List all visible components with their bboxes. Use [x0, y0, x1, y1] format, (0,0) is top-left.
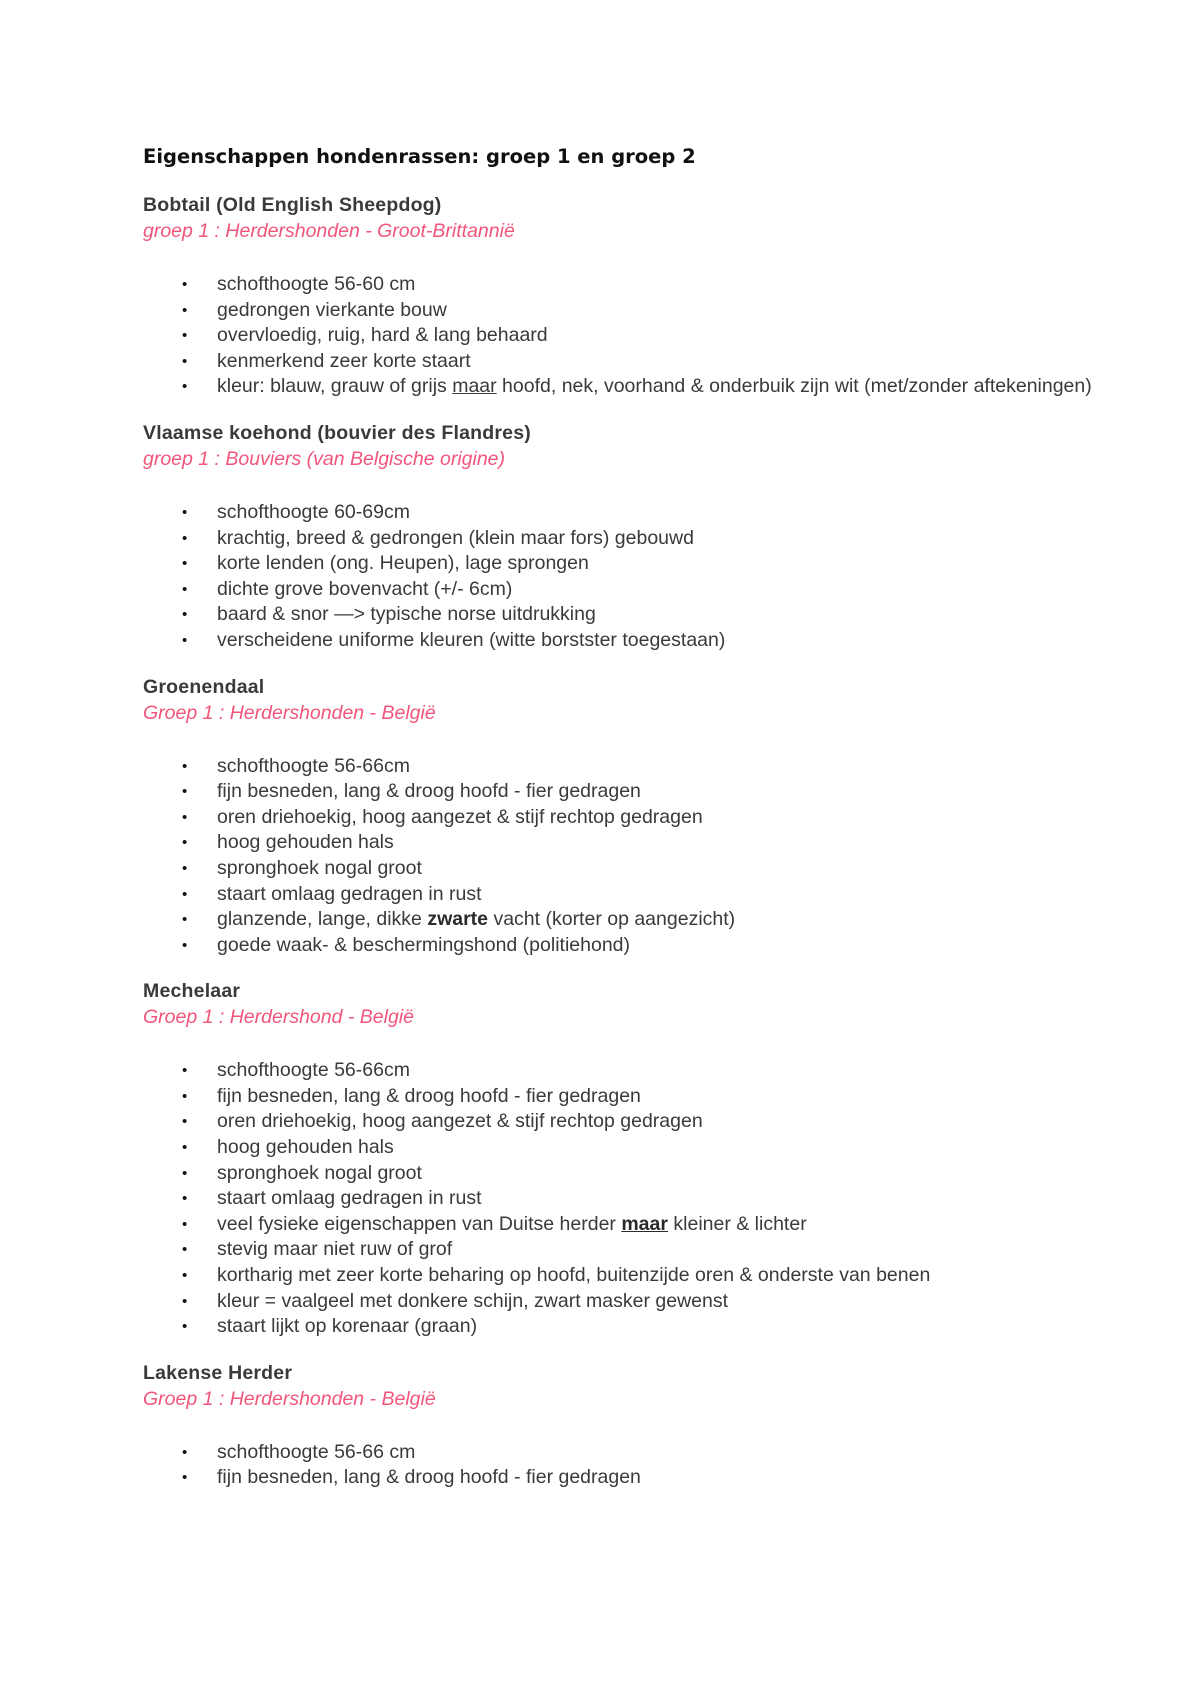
trait-item — [143, 298, 1117, 324]
bullet-icon: • — [182, 1443, 188, 1461]
bullet-icon: • — [182, 1087, 188, 1105]
trait-list — [143, 1058, 1200, 1340]
trait-text: goede waak- & beschermingshond (politiehond) — [217, 933, 631, 956]
bullet-icon: • — [182, 631, 188, 649]
trait-item — [143, 805, 1117, 831]
breed-name: Vlaamse koehond (bouvier des Flandres) — [143, 421, 531, 444]
bullet-icon: • — [182, 555, 188, 573]
breed-group-label: Groep 1 : Herdershonden - België — [143, 1387, 436, 1410]
bullet-icon: • — [182, 301, 188, 319]
trait-item — [143, 374, 1117, 400]
breed-name: Mechelaar — [143, 980, 241, 1003]
trait-text: oren driehoekig, hoog aangezet & stijf rechtop gedragen — [217, 1110, 703, 1133]
trait-text: veel fysieke eigenschappen van Duitse herder — [217, 1212, 622, 1235]
trait-text: hoog gehouden hals — [217, 1136, 394, 1159]
bullet-icon: • — [182, 1318, 188, 1336]
trait-item — [143, 754, 1117, 780]
trait-text: kleiner & lichter — [667, 1212, 807, 1235]
breed-name: Bobtail (Old English Sheepdog) — [143, 194, 442, 216]
trait-item — [143, 779, 1117, 805]
trait-item — [143, 1084, 1117, 1110]
trait-text: gedrongen vierkante bouw — [217, 298, 447, 321]
bullet-icon: • — [182, 783, 188, 801]
bullet-icon: • — [182, 529, 188, 547]
trait-text: spronghoek nogal groot — [217, 1161, 422, 1184]
bullet-icon: • — [182, 352, 188, 370]
trait-item — [143, 856, 1117, 882]
bullet-icon: • — [182, 378, 188, 396]
trait-item — [143, 1440, 1117, 1466]
trait-text: hoog gehouden hals — [217, 831, 394, 854]
breed-name: Lakense Herder — [143, 1361, 293, 1384]
underlined-word: maar — [452, 375, 497, 398]
trait-list — [143, 754, 1200, 959]
trait-text: oren driehoekig, hoog aangezet & stijf rechtop gedragen — [217, 805, 703, 828]
trait-text: verscheidene uniforme kleuren (witte borstster toegestaan) — [217, 628, 726, 651]
bullet-icon: • — [182, 1215, 188, 1233]
bullet-icon: • — [182, 936, 188, 954]
trait-text: baard & snor —> typische norse uitdrukking — [217, 603, 596, 626]
trait-text: staart omlaag gedragen in rust — [217, 1187, 482, 1210]
bullet-icon: • — [182, 503, 188, 521]
trait-text: fijn besneden, lang & droog hoofd - fier gedragen — [217, 1466, 641, 1489]
bullet-icon: • — [182, 1062, 188, 1080]
breed-group-label: Groep 1 : Herdershond - België — [143, 1006, 414, 1029]
trait-text: schofthoogte 56-66cm — [217, 754, 410, 777]
breed-group-label: groep 1 : Herdershonden - Groot-Brittannië — [143, 220, 515, 242]
breed-section-bobtail — [143, 192, 1200, 400]
breed-section-mechelaar — [143, 978, 1200, 1340]
trait-item — [143, 1314, 1117, 1340]
bold-word: zwarte — [427, 908, 489, 931]
trait-item — [143, 1186, 1117, 1212]
trait-text: overvloedig, ruig, hard & lang behaard — [217, 324, 548, 347]
trait-text: schofthoogte 56-66cm — [217, 1059, 410, 1082]
bullet-icon: • — [182, 834, 188, 852]
trait-text: glanzende, lange, dikke — [217, 908, 428, 931]
trait-text: dichte grove bovenvacht (+/- 6cm) — [217, 577, 513, 600]
trait-item — [143, 1212, 1117, 1238]
trait-text: fijn besneden, lang & droog hoofd - fier gedragen — [217, 1084, 641, 1107]
trait-item — [143, 628, 1117, 654]
bullet-icon: • — [182, 1164, 188, 1182]
trait-text: kortharig met zeer korte beharing op hoofd, buitenzijde oren & onderste van benen — [217, 1264, 931, 1287]
bullet-icon: • — [182, 859, 188, 877]
breed-name: Groenendaal — [143, 675, 265, 698]
bullet-icon: • — [182, 327, 188, 345]
document-title: Eigenschappen hondenrassen: groep 1 en groep 2 — [143, 145, 696, 168]
trait-text: kleur = vaalgeel met donkere schijn, zwart masker gewenst — [217, 1289, 729, 1312]
trait-item — [143, 1161, 1117, 1187]
trait-list — [143, 272, 1200, 400]
trait-item — [143, 349, 1117, 375]
trait-text: hoofd, nek, voorhand & onderbuik zijn wit (met/zonder aftekeningen) — [496, 375, 1092, 398]
bullet-icon: • — [182, 1292, 188, 1310]
trait-text: schofthoogte 60-69cm — [217, 500, 410, 523]
trait-text: kenmerkend zeer korte staart — [217, 349, 471, 372]
bullet-icon: • — [182, 1267, 188, 1285]
trait-item — [143, 1263, 1117, 1289]
trait-list — [143, 500, 1200, 654]
trait-item — [143, 323, 1117, 349]
trait-item — [143, 272, 1117, 298]
bullet-icon: • — [182, 1190, 188, 1208]
trait-text: staart lijkt op korenaar (graan) — [217, 1315, 478, 1338]
trait-text: spronghoek nogal groot — [217, 856, 422, 879]
trait-item — [143, 500, 1117, 526]
bullet-icon: • — [182, 808, 188, 826]
trait-item — [143, 1058, 1117, 1084]
trait-item — [143, 1465, 1117, 1491]
bold-underlined-word: maar — [621, 1212, 668, 1235]
trait-item — [143, 1237, 1117, 1263]
trait-item — [143, 1135, 1117, 1161]
breed-group-label: groep 1 : Bouviers (van Belgische origine) — [143, 447, 506, 470]
bullet-icon: • — [182, 276, 188, 293]
bullet-icon: • — [182, 885, 188, 903]
bullet-icon: • — [182, 1241, 188, 1259]
trait-text: korte lenden (ong. Heupen), lage sprongen — [217, 552, 589, 575]
trait-item — [143, 933, 1117, 959]
trait-item — [143, 602, 1117, 628]
bullet-icon: • — [182, 606, 188, 624]
trait-item — [143, 907, 1117, 933]
trait-text: krachtig, breed & gedrongen (klein maar fors) gebouwd — [217, 526, 694, 549]
bullet-icon: • — [182, 757, 188, 775]
breed-section-groenendaal — [143, 674, 1200, 959]
bullet-icon: • — [182, 911, 188, 929]
trait-text: schofthoogte 56-66 cm — [217, 1440, 416, 1463]
trait-item — [143, 882, 1117, 908]
trait-item — [143, 526, 1117, 552]
bullet-icon: • — [182, 1113, 188, 1131]
breed-group-label: Groep 1 : Herdershonden - België — [143, 701, 436, 724]
trait-text: staart omlaag gedragen in rust — [217, 882, 482, 905]
trait-item — [143, 830, 1117, 856]
trait-text: stevig maar niet ruw of grof — [217, 1238, 453, 1261]
trait-text: fijn besneden, lang & droog hoofd - fier gedragen — [217, 780, 641, 803]
trait-text: schofthoogte 56-60 cm — [217, 273, 416, 295]
breed-section-vlaamse-koehond — [143, 420, 1200, 654]
trait-item — [143, 1289, 1117, 1315]
trait-text: kleur: blauw, grauw of grijs — [217, 375, 453, 398]
trait-item — [143, 577, 1117, 603]
trait-text: vacht (korter op aangezicht) — [488, 908, 736, 931]
breed-section-lakense-herder — [143, 1360, 1200, 1491]
trait-item — [143, 1109, 1117, 1135]
bullet-icon: • — [182, 580, 188, 598]
trait-item — [143, 551, 1117, 577]
trait-list — [143, 1440, 1200, 1491]
bullet-icon: • — [182, 1139, 188, 1157]
bullet-icon: • — [182, 1469, 188, 1487]
